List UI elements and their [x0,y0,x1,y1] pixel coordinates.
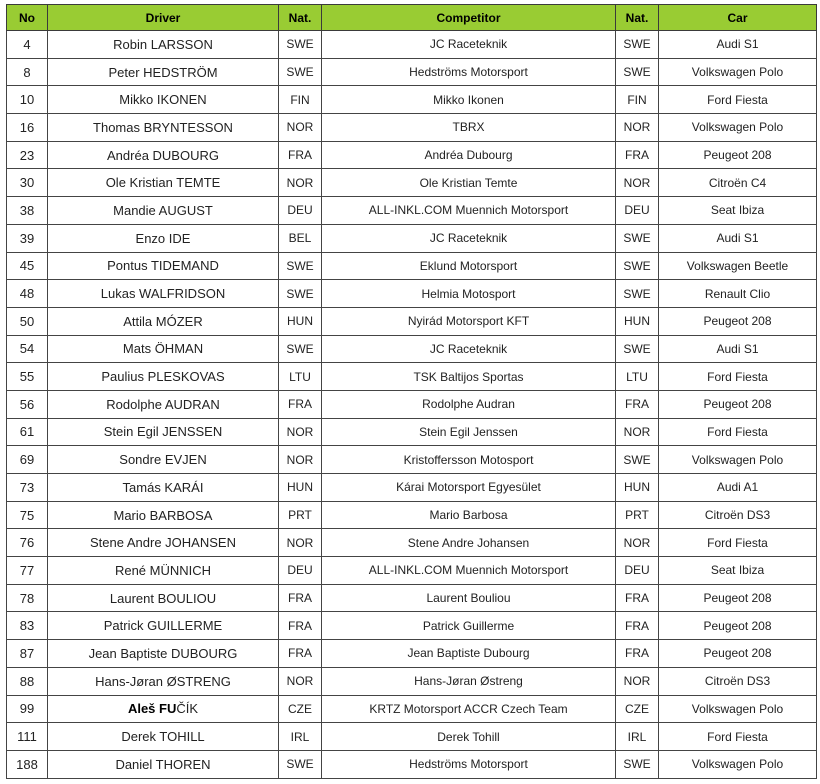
cell-no: 78 [7,584,48,612]
cell-competitor-nat: SWE [616,58,659,86]
cell-driver: René MÜNNICH [48,557,279,585]
cell-driver: Daniel THOREN [48,750,279,778]
cell-competitor: Hedströms Motorsport [322,750,616,778]
cell-driver-nat: BEL [279,224,322,252]
cell-driver: Rodolphe AUDRAN [48,390,279,418]
cell-competitor-nat: HUN [616,474,659,502]
cell-car: Volkswagen Polo [659,58,817,86]
driver-name-accent: Č [176,701,186,717]
cell-competitor: JC Raceteknik [322,335,616,363]
cell-competitor: Nyirád Motorsport KFT [322,307,616,335]
cell-competitor: Eklund Motorsport [322,252,616,280]
cell-driver-nat: FRA [279,612,322,640]
cell-car: Renault Clio [659,280,817,308]
cell-driver: Mikko IKONEN [48,86,279,114]
header-driver: Driver [48,5,279,31]
cell-competitor-nat: FRA [616,612,659,640]
cell-competitor: JC Raceteknik [322,31,616,59]
cell-competitor: Ole Kristian Temte [322,169,616,197]
cell-no: 83 [7,612,48,640]
cell-driver: Hans-Jøran ØSTRENG [48,667,279,695]
table-row [7,141,817,169]
table-row [7,197,817,225]
cell-competitor-nat: NOR [616,529,659,557]
cell-car: Audi S1 [659,31,817,59]
table-row [7,640,817,668]
cell-car: Peugeot 208 [659,390,817,418]
cell-no: 38 [7,197,48,225]
cell-no: 87 [7,640,48,668]
cell-driver: Mario BARBOSA [48,501,279,529]
cell-competitor: Hans-Jøran Østreng [322,667,616,695]
table-row [7,723,817,751]
cell-no: 88 [7,667,48,695]
cell-driver-nat: SWE [279,252,322,280]
driver-name-bold: Aleš FU [127,701,177,717]
cell-competitor-nat: DEU [616,557,659,585]
header-driver-nat: Nat. [279,5,322,31]
cell-driver: Laurent BOULIOU [48,584,279,612]
cell-no: 48 [7,280,48,308]
table-row [7,390,817,418]
cell-driver: Mandie AUGUST [48,197,279,225]
table-row [7,584,817,612]
cell-driver: Pontus TIDEMAND [48,252,279,280]
cell-competitor-nat: HUN [616,307,659,335]
table-row [7,446,817,474]
cell-no: 8 [7,58,48,86]
table-row [7,252,817,280]
cell-competitor-nat: SWE [616,252,659,280]
cell-competitor-nat: SWE [616,224,659,252]
cell-driver-nat: LTU [279,363,322,391]
cell-no: 61 [7,418,48,446]
cell-driver: Paulius PLESKOVAS [48,363,279,391]
cell-car: Ford Fiesta [659,86,817,114]
table-row [7,501,817,529]
cell-competitor: Patrick Guillerme [322,612,616,640]
cell-competitor: JC Raceteknik [322,224,616,252]
cell-competitor-nat: SWE [616,446,659,474]
cell-no: 77 [7,557,48,585]
cell-driver: Peter HEDSTRÖM [48,58,279,86]
cell-driver-nat: SWE [279,750,322,778]
cell-no: 99 [7,695,48,723]
cell-driver-nat: FIN [279,86,322,114]
cell-competitor: Hedströms Motorsport [322,58,616,86]
cell-competitor-nat: IRL [616,723,659,751]
table-row [7,280,817,308]
header-competitor-nat: Nat. [616,5,659,31]
cell-competitor-nat: NOR [616,169,659,197]
cell-driver: Lukas WALFRIDSON [48,280,279,308]
cell-competitor: Kristoffersson Motosport [322,446,616,474]
cell-driver-nat: FRA [279,584,322,612]
table-row [7,58,817,86]
cell-car: Seat Ibiza [659,197,817,225]
cell-driver-nat: CZE [279,695,322,723]
cell-car: Seat Ibiza [659,557,817,585]
cell-car: Citroën C4 [659,169,817,197]
cell-driver-nat: IRL [279,723,322,751]
cell-competitor: Kárai Motorsport Egyesület [322,474,616,502]
cell-competitor-nat: SWE [616,31,659,59]
cell-car: Volkswagen Polo [659,695,817,723]
cell-no: 10 [7,86,48,114]
cell-no: 54 [7,335,48,363]
cell-competitor: Mikko Ikonen [322,86,616,114]
cell-driver-nat: NOR [279,529,322,557]
cell-car: Ford Fiesta [659,418,817,446]
cell-driver-nat: NOR [279,169,322,197]
cell-driver-nat: HUN [279,307,322,335]
cell-car: Volkswagen Polo [659,114,817,142]
cell-competitor-nat: SWE [616,750,659,778]
table-row [7,474,817,502]
cell-competitor: Andréa Dubourg [322,141,616,169]
header-competitor: Competitor [322,5,616,31]
table-row [7,529,817,557]
cell-driver: Mats ÖHMAN [48,335,279,363]
cell-driver [48,695,279,723]
cell-competitor-nat: FRA [616,390,659,418]
cell-competitor: ALL-INKL.COM Muennich Motorsport [322,197,616,225]
cell-competitor-nat: CZE [616,695,659,723]
table-row [7,557,817,585]
cell-car: Ford Fiesta [659,529,817,557]
cell-no: 50 [7,307,48,335]
cell-car: Audi S1 [659,335,817,363]
cell-driver-nat: PRT [279,501,322,529]
cell-driver-nat: FRA [279,141,322,169]
cell-driver-nat: FRA [279,640,322,668]
cell-no: 45 [7,252,48,280]
cell-competitor-nat: FRA [616,141,659,169]
cell-no: 55 [7,363,48,391]
cell-car: Volkswagen Polo [659,446,817,474]
cell-competitor: ALL-INKL.COM Muennich Motorsport [322,557,616,585]
table-row [7,612,817,640]
cell-driver: Tamás KARÁI [48,474,279,502]
cell-competitor-nat: FRA [616,584,659,612]
cell-competitor: Rodolphe Audran [322,390,616,418]
cell-car: Volkswagen Polo [659,750,817,778]
entry-list [6,4,817,779]
cell-competitor-nat: FRA [616,640,659,668]
cell-no: 4 [7,31,48,59]
cell-competitor-nat: PRT [616,501,659,529]
cell-competitor-nat: DEU [616,197,659,225]
cell-car: Audi S1 [659,224,817,252]
cell-no: 73 [7,474,48,502]
cell-car: Peugeot 208 [659,307,817,335]
cell-no: 56 [7,390,48,418]
cell-car: Peugeot 208 [659,640,817,668]
cell-competitor-nat: SWE [616,280,659,308]
cell-driver: Stene Andre JOHANSEN [48,529,279,557]
cell-no: 23 [7,141,48,169]
cell-car: Ford Fiesta [659,723,817,751]
cell-no: 30 [7,169,48,197]
cell-competitor: Derek Tohill [322,723,616,751]
cell-car: Volkswagen Beetle [659,252,817,280]
cell-car: Citroën DS3 [659,501,817,529]
table-row [7,114,817,142]
cell-driver: Robin LARSSON [48,31,279,59]
table-row [7,695,817,723]
header-row [7,5,817,31]
table-row [7,169,817,197]
cell-competitor-nat: SWE [616,335,659,363]
cell-competitor-nat: NOR [616,114,659,142]
cell-driver: Attila MÓZER [48,307,279,335]
cell-car: Ford Fiesta [659,363,817,391]
cell-car: Peugeot 208 [659,584,817,612]
cell-no: 76 [7,529,48,557]
cell-competitor: Stein Egil Jenssen [322,418,616,446]
table-row [7,86,817,114]
header-no: No [7,5,48,31]
cell-driver-nat: DEU [279,557,322,585]
cell-driver: Stein Egil JENSSEN [48,418,279,446]
table-row [7,335,817,363]
cell-driver-nat: SWE [279,58,322,86]
entry-table [6,4,817,779]
table-row [7,224,817,252]
cell-competitor-nat: LTU [616,363,659,391]
cell-driver-nat: NOR [279,114,322,142]
header-car: Car [659,5,817,31]
cell-driver-nat: SWE [279,280,322,308]
cell-driver: Derek TOHILL [48,723,279,751]
cell-driver: Jean Baptiste DUBOURG [48,640,279,668]
table-row [7,750,817,778]
cell-competitor: Laurent Bouliou [322,584,616,612]
table-row [7,418,817,446]
cell-driver: Enzo IDE [48,224,279,252]
cell-no: 111 [7,723,48,751]
cell-driver-nat: SWE [279,31,322,59]
cell-competitor-nat: NOR [616,418,659,446]
cell-no: 39 [7,224,48,252]
table-row [7,307,817,335]
cell-driver-nat: HUN [279,474,322,502]
cell-car: Peugeot 208 [659,141,817,169]
driver-name-tail: ÍK [185,701,199,717]
table-row [7,667,817,695]
cell-driver: Patrick GUILLERME [48,612,279,640]
cell-driver-nat: DEU [279,197,322,225]
cell-car: Audi A1 [659,474,817,502]
table-row [7,363,817,391]
cell-driver: Ole Kristian TEMTE [48,169,279,197]
cell-driver-nat: FRA [279,390,322,418]
cell-no: 188 [7,750,48,778]
cell-car: Peugeot 208 [659,612,817,640]
cell-no: 75 [7,501,48,529]
cell-competitor: Mario Barbosa [322,501,616,529]
cell-car: Citroën DS3 [659,667,817,695]
cell-competitor-nat: FIN [616,86,659,114]
cell-driver: Sondre EVJEN [48,446,279,474]
cell-competitor: TSK Baltijos Sportas [322,363,616,391]
cell-competitor-nat: NOR [616,667,659,695]
cell-driver-nat: SWE [279,335,322,363]
cell-competitor: KRTZ Motorsport ACCR Czech Team [322,695,616,723]
cell-driver-nat: NOR [279,418,322,446]
cell-driver-nat: NOR [279,667,322,695]
cell-competitor: Helmia Motosport [322,280,616,308]
table-row [7,31,817,59]
cell-driver-nat: NOR [279,446,322,474]
cell-competitor: Jean Baptiste Dubourg [322,640,616,668]
cell-competitor: Stene Andre Johansen [322,529,616,557]
cell-no: 69 [7,446,48,474]
cell-no: 16 [7,114,48,142]
cell-driver: Andréa DUBOURG [48,141,279,169]
cell-driver: Thomas BRYNTESSON [48,114,279,142]
cell-competitor: TBRX [322,114,616,142]
